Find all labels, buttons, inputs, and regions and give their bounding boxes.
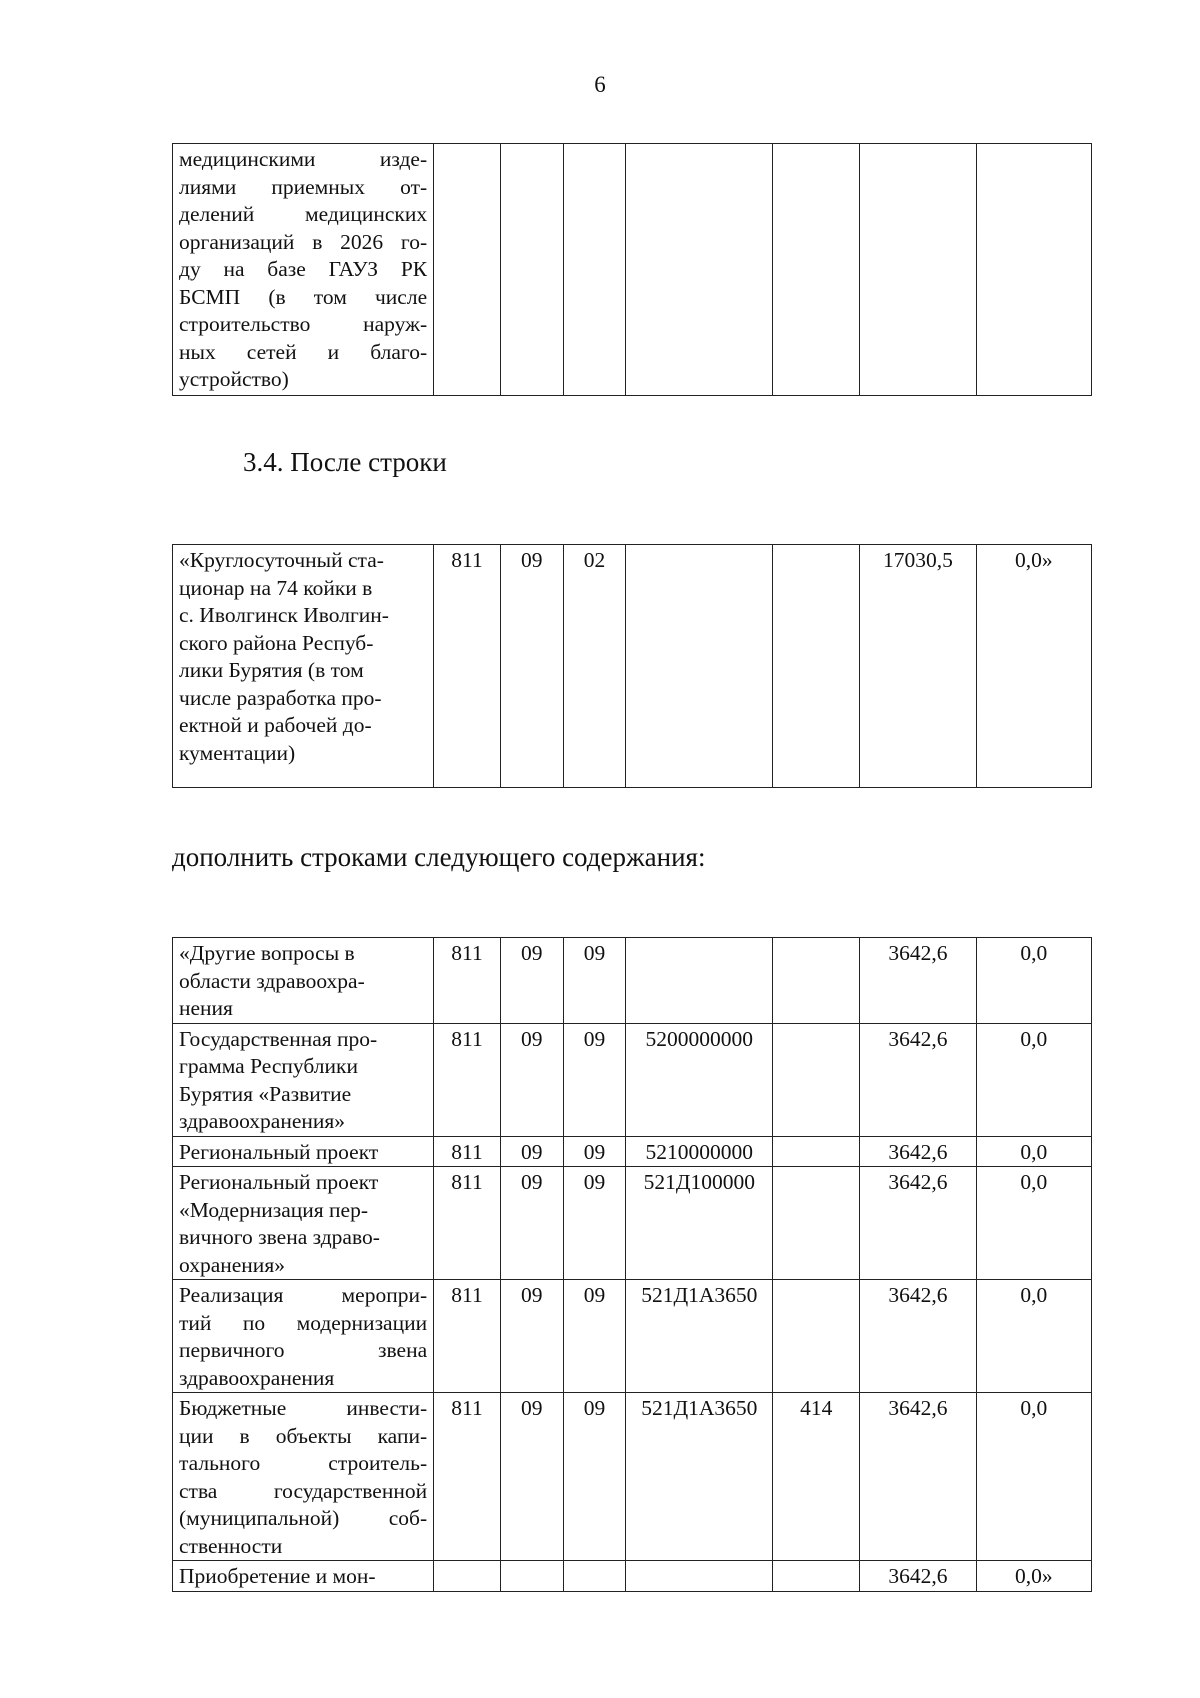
cell-subsection-code: 09: [563, 1136, 626, 1167]
cell-amount-2027: 0,0: [976, 1167, 1091, 1280]
cell-amount-2027: 0,0: [976, 1023, 1091, 1136]
cell-section-code: [500, 144, 563, 396]
cell-admin-code: 811: [434, 938, 501, 1024]
cell-admin-code: 811: [434, 1023, 501, 1136]
cell-description: [173, 1393, 434, 1561]
description-line: Государственная про-: [179, 1026, 378, 1051]
cell-expense-type: [773, 1023, 860, 1136]
cell-amount-2027: 0,0: [976, 1393, 1091, 1561]
cell-section-code: 09: [500, 938, 563, 1024]
description-line: первичного звена: [179, 1338, 428, 1362]
cell-expense-type: [773, 1561, 860, 1592]
cell-section-code: 09: [500, 545, 563, 788]
table-row: [173, 1136, 1092, 1167]
cell-expense-type: [773, 1280, 860, 1393]
cell-subsection-code: 09: [563, 938, 626, 1024]
cell-amount-2026: 3642,6: [860, 1167, 976, 1280]
description-line: ектной и рабочей до-: [179, 713, 372, 737]
paragraph-add-lines: дополнить строками следующего содержания:: [172, 842, 706, 872]
cell-description: [173, 1280, 434, 1393]
description-line: здравоохранения: [179, 1365, 335, 1390]
paragraph-after-line: 3.4. После строки: [243, 447, 447, 477]
description-line: «Круглосуточный ста-: [179, 548, 384, 572]
description-line: грамма Республики: [179, 1054, 358, 1078]
description-line: здравоохранения»: [179, 1109, 346, 1133]
cell-expense-type: [773, 144, 860, 396]
page-number: 6: [594, 72, 606, 97]
description-line: ции в объекты капи-: [179, 1423, 428, 1448]
cell-admin-code: 811: [434, 1280, 501, 1393]
description-line: ных сетей и благо-: [179, 339, 428, 364]
cell-description: [173, 144, 434, 396]
description-line: ского района Респуб-: [179, 630, 374, 655]
description-line: устройство): [179, 367, 289, 391]
description-line: вичного звена здраво-: [179, 1225, 380, 1249]
description-line: числе разработка про-: [179, 685, 382, 710]
cell-target-article: [626, 144, 773, 396]
cell-subsection-code: 09: [563, 1023, 626, 1136]
cell-amount-2026: 3642,6: [860, 1393, 976, 1561]
cell-subsection-code: 09: [563, 1167, 626, 1280]
cell-amount-2027: 0,0: [976, 1280, 1091, 1393]
cell-target-article: 521Д1А3650: [626, 1393, 773, 1561]
budget-table-continued: [172, 143, 1092, 396]
cell-section-code: 09: [500, 1023, 563, 1136]
description-line: нения: [179, 996, 233, 1020]
cell-subsection-code: 09: [563, 1280, 626, 1393]
description-line: Бюджетные инвести-: [179, 1396, 428, 1420]
cell-amount-2026: 17030,5: [860, 545, 976, 788]
description-line: лики Бурятия (в том: [179, 658, 364, 682]
description-line: Региональный проект: [179, 1170, 379, 1194]
table-row: [173, 1561, 1092, 1592]
cell-subsection-code: 09: [563, 1393, 626, 1561]
cell-description: [173, 938, 434, 1024]
cell-target-article: 5210000000: [626, 1136, 773, 1167]
cell-admin-code: 811: [434, 545, 501, 788]
cell-amount-2027: [976, 144, 1091, 396]
cell-target-article: 521Д1А3650: [626, 1280, 773, 1393]
cell-expense-type: [773, 1136, 860, 1167]
cell-target-article: 521Д100000: [626, 1167, 773, 1280]
table-row: [173, 1023, 1092, 1136]
description-line: кументации): [179, 740, 296, 765]
description-line: ства государственной: [179, 1478, 428, 1503]
budget-table-reference-row: [172, 544, 1092, 788]
table-row: [173, 144, 1092, 396]
cell-expense-type: [773, 938, 860, 1024]
cell-admin-code: [434, 144, 501, 396]
cell-subsection-code: [563, 144, 626, 396]
description-line: ционар на 74 койки в: [179, 575, 373, 600]
cell-description: [173, 1167, 434, 1280]
cell-amount-2026: 3642,6: [860, 1023, 976, 1136]
cell-amount-2026: 3642,6: [860, 1561, 976, 1592]
table-row: [173, 545, 1092, 788]
description-line: ственности: [179, 1533, 283, 1558]
description-line: Приобретение и мон-: [179, 1564, 376, 1588]
description-line: Реализация меропри-: [179, 1283, 428, 1307]
cell-amount-2026: [860, 144, 976, 396]
cell-amount-2026: 3642,6: [860, 938, 976, 1024]
cell-admin-code: 811: [434, 1167, 501, 1280]
cell-admin-code: 811: [434, 1136, 501, 1167]
description-line: строительство наруж-: [179, 312, 428, 336]
description-line: БСМП (в том числе: [179, 284, 428, 309]
description-line: делений медицинских: [179, 202, 428, 226]
cell-admin-code: [434, 1561, 501, 1592]
cell-amount-2027: 0,0: [976, 938, 1091, 1024]
description-line: организаций в 2026 го-: [179, 229, 428, 254]
description-line: тий по модернизации: [179, 1310, 428, 1335]
table-row: [173, 1393, 1092, 1561]
description-line: (муниципальной) соб-: [179, 1506, 428, 1530]
description-line: Бурятия «Развитие: [179, 1081, 352, 1106]
description-line: охранения»: [179, 1252, 285, 1277]
cell-amount-2027: 0,0: [976, 1136, 1091, 1167]
cell-amount-2026: 3642,6: [860, 1136, 976, 1167]
cell-amount-2027: 0,0»: [976, 545, 1091, 788]
cell-expense-type: [773, 545, 860, 788]
description-line: с. Иволгинск Иволгин-: [179, 603, 389, 627]
table-row: [173, 938, 1092, 1024]
cell-target-article: [626, 1561, 773, 1592]
cell-section-code: 09: [500, 1280, 563, 1393]
description-line: «Другие вопросы в: [179, 941, 355, 965]
description-line: Региональный проект: [179, 1139, 379, 1164]
cell-target-article: [626, 938, 773, 1024]
description-line: «Модернизация пер-: [179, 1197, 368, 1222]
budget-table-new-rows: [172, 937, 1092, 1592]
cell-description: [173, 1136, 434, 1167]
cell-expense-type: [773, 1167, 860, 1280]
cell-target-article: [626, 545, 773, 788]
cell-amount-2026: 3642,6: [860, 1280, 976, 1393]
cell-description: [173, 1561, 434, 1592]
cell-admin-code: 811: [434, 1393, 501, 1561]
cell-section-code: 09: [500, 1167, 563, 1280]
cell-amount-2027: 0,0»: [976, 1561, 1091, 1592]
cell-subsection-code: 02: [563, 545, 626, 788]
cell-section-code: [500, 1561, 563, 1592]
cell-subsection-code: [563, 1561, 626, 1592]
cell-expense-type: 414: [773, 1393, 860, 1561]
cell-description: [173, 545, 434, 788]
table-row: [173, 1167, 1092, 1280]
description-line: лиями приемных от-: [179, 174, 428, 199]
description-line: медицинскими изде-: [179, 147, 428, 171]
description-line: ду на базе ГАУЗ РК: [179, 257, 428, 281]
description-line: области здравоохра-: [179, 968, 365, 993]
table-row: [173, 1280, 1092, 1393]
cell-section-code: 09: [500, 1393, 563, 1561]
cell-description: [173, 1023, 434, 1136]
description-line: тального строитель-: [179, 1451, 428, 1475]
cell-section-code: 09: [500, 1136, 563, 1167]
cell-target-article: 5200000000: [626, 1023, 773, 1136]
